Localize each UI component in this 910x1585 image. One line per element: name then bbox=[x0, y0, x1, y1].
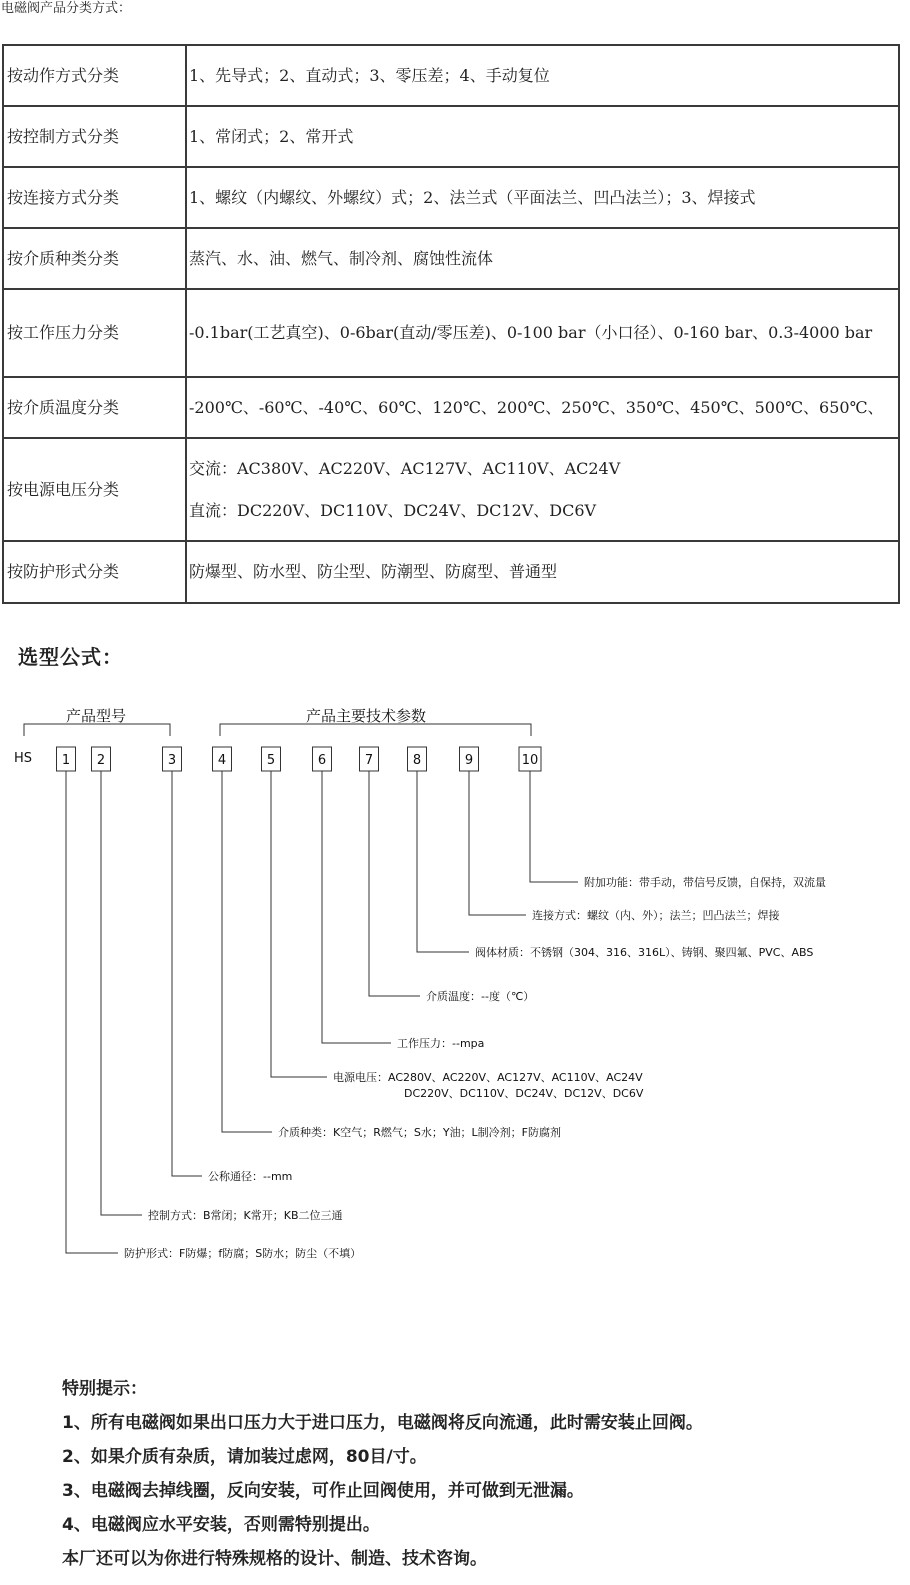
tip-line: 3、电磁阀去掉线圈，反向安装，可作止回阀使用，并可做到无泄漏。 bbox=[62, 1481, 584, 1501]
leader-line bbox=[222, 771, 272, 1132]
classification-value bbox=[186, 106, 899, 167]
param-description: 阀体材质：不锈钢（304、316、316L）、铸钢、聚四氟、PVC、ABS bbox=[475, 946, 814, 959]
formula-title: 选型公式： bbox=[18, 645, 123, 669]
classification-value-line: -0.1bar(工艺真空)、0-6bar(直动/零压差)、0-100 bar（小口径）、0-160 bar、0.3-4000 bar bbox=[189, 323, 873, 342]
classification-key: 按防护形式分类 bbox=[3, 541, 186, 603]
classification-key: 按连接方式分类 bbox=[3, 167, 186, 228]
param-description: 连接方式：螺纹（内、外）；法兰；凹凸法兰；焊接 bbox=[532, 909, 780, 922]
classification-value-line: 蒸汽、水、油、燃气、制冷剂、腐蚀性流体 bbox=[189, 248, 494, 268]
param-box-number: 10 bbox=[521, 753, 539, 768]
special-tips bbox=[62, 1372, 703, 1576]
classification-table bbox=[2, 44, 900, 604]
param-description-voltage-dc: DC220V、DC110V、DC24V、DC12V、DC6V bbox=[404, 1087, 644, 1100]
param-description: 电源电压：AC280V、AC220V、AC127V、AC110V、AC24V bbox=[333, 1071, 643, 1084]
leader-line bbox=[469, 771, 526, 915]
classification-value-line: 1、常闭式；2、常开式 bbox=[189, 126, 354, 146]
classification-key: 按介质温度分类 bbox=[3, 377, 186, 438]
leader-line bbox=[417, 771, 469, 952]
classification-value-line: 1、螺纹（内螺纹、外螺纹）式；2、法兰式（平面法兰、凹凸法兰）；3、焊接式 bbox=[189, 187, 756, 207]
leader-line bbox=[530, 771, 578, 882]
param-box-number: 1 bbox=[61, 753, 71, 768]
param-box-number: 8 bbox=[412, 753, 422, 768]
param-description: 公称通径：--mm bbox=[208, 1170, 293, 1183]
classification-row bbox=[3, 438, 899, 541]
tips-heading: 特别提示： bbox=[62, 1379, 147, 1399]
leader-line bbox=[172, 771, 202, 1176]
classification-value-line: -200℃、-60℃、-40℃、60℃、120℃、200℃、250℃、350℃、450℃、500℃、650℃、 bbox=[189, 397, 884, 417]
classification-row bbox=[3, 228, 899, 289]
classification-row bbox=[3, 541, 899, 603]
tip-line: 2、如果介质有杂质，请加装过虑网，80目/寸。 bbox=[62, 1447, 427, 1467]
tip-line: 1、所有电磁阀如果出口压力大于进口压力，电磁阀将反向流通，此时需安装止回阀。 bbox=[62, 1413, 703, 1433]
classification-value bbox=[186, 167, 899, 228]
classification-row bbox=[3, 45, 899, 106]
param-description: 附加功能：带手动，带信号反馈，自保持，双流量 bbox=[584, 876, 826, 889]
leader-line bbox=[66, 771, 118, 1253]
classification-value-line: 1、先导式；2、直动式；3、零压差；4、手动复位 bbox=[189, 65, 550, 85]
classification-key: 按动作方式分类 bbox=[3, 45, 186, 106]
label-main-params: 产品主要技术参数 bbox=[305, 707, 427, 725]
classification-value bbox=[186, 45, 899, 106]
classification-value bbox=[186, 541, 899, 603]
label-product-model: 产品型号 bbox=[65, 707, 127, 725]
classification-value bbox=[186, 438, 899, 541]
classification-key: 按控制方式分类 bbox=[3, 106, 186, 167]
param-box-number: 6 bbox=[317, 753, 327, 768]
leader-line bbox=[101, 771, 142, 1215]
intro-heading: 电磁阀产品分类方式： bbox=[1, 1, 132, 16]
classification-key: 按介质种类分类 bbox=[3, 228, 186, 289]
classification-row bbox=[3, 289, 899, 377]
param-box-number: 9 bbox=[464, 753, 474, 768]
classification-value bbox=[186, 228, 899, 289]
param-box-number: 7 bbox=[364, 753, 374, 768]
bracket-product-model bbox=[24, 724, 170, 736]
param-description: 介质种类：K空气；R燃气；S水；Y油；L制冷剂；F防腐剂 bbox=[278, 1126, 562, 1139]
leader-line bbox=[369, 771, 420, 996]
classification-row bbox=[3, 106, 899, 167]
classification-key: 按电源电压分类 bbox=[3, 438, 186, 541]
param-description: 工作压力：--mpa bbox=[397, 1037, 485, 1050]
classification-value bbox=[186, 289, 899, 377]
selection-formula-diagram bbox=[0, 700, 910, 1270]
leader-line bbox=[322, 771, 391, 1043]
classification-row bbox=[3, 377, 899, 438]
param-description: 控制方式：B常闭；K常开；KB二位三通 bbox=[148, 1209, 343, 1222]
classification-value-line: 交流：AC380V、AC220V、AC127V、AC110V、AC24V bbox=[189, 458, 621, 478]
model-prefix: HS bbox=[14, 751, 33, 766]
classification-value-line: 防爆型、防水型、防尘型、防潮型、防腐型、普通型 bbox=[189, 562, 558, 581]
tip-line: 本厂还可以为你进行特殊规格的设计、制造、技术咨询。 bbox=[62, 1549, 487, 1569]
classification-value bbox=[186, 377, 899, 438]
bracket-main-params bbox=[220, 724, 531, 736]
param-description: 防护形式：F防爆；f防腐；S防水；防尘（不填） bbox=[124, 1247, 362, 1260]
param-box-number: 3 bbox=[167, 753, 177, 768]
tip-line: 4、电磁阀应水平安装，否则需特别提出。 bbox=[62, 1515, 380, 1535]
leader-line bbox=[271, 771, 327, 1077]
classification-key: 按工作压力分类 bbox=[3, 289, 186, 377]
param-box-number: 4 bbox=[217, 753, 227, 768]
param-box-number: 2 bbox=[96, 753, 106, 768]
classification-row bbox=[3, 167, 899, 228]
param-description: 介质温度：--度（℃） bbox=[426, 990, 535, 1003]
param-box-number: 5 bbox=[266, 753, 276, 768]
classification-value-line: 直流：DC220V、DC110V、DC24V、DC12V、DC6V bbox=[189, 500, 597, 520]
